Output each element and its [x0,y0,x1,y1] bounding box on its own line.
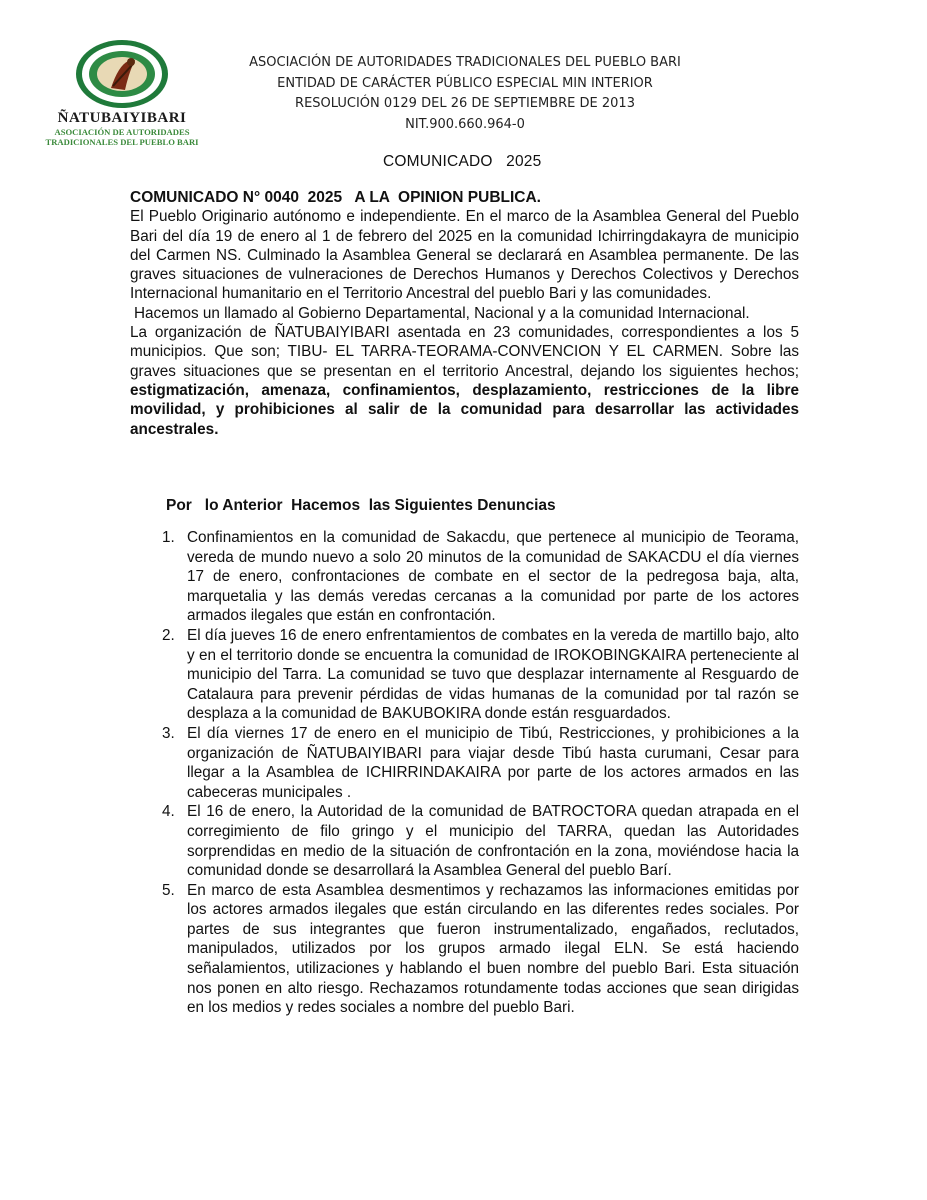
statement-heading: COMUNICADO N° 0040 2025 A LA OPINION PUBLICA. [130,189,541,206]
list-item-number: 3. [162,724,175,742]
denuncias-title: Por lo Anterior Hacemos las Siguientes Denuncias [166,497,556,514]
organization-logo [42,38,202,148]
logo-name: ÑATUBAIYIBARI [57,110,187,126]
statement-body [130,188,799,439]
list-item [130,528,799,626]
list-item [130,881,799,1018]
letterhead [225,53,705,135]
list-item-number: 5. [162,881,175,899]
list-item-text: El 16 de enero, la Autoridad de la comunidad de BATROCTORA quedan atrapada en el corregimiento de filo gringo y el municipio del TARRA, quedan las Autoridades sorprendidas en medio de la situación de confrontación en la zona, moviéndose hacia la comunidad donde se desarrollará la Asamblea General del pueblo Barí. [187,803,799,880]
comunicado-label: COMUNICADO 2025 [383,153,542,170]
list-item-number: 1. [162,529,175,546]
logo-subtitle: ASOCIACIÓN DE AUTORIDADES TRADICIONALES DEL PUEBLO BARI [45,127,199,147]
paragraph-3 [130,323,799,439]
paragraph-3-bold: estigmatización, amenaza, confinamientos, desplazamiento, restricciones de la libre movilidad, y prohibiciones al salir de la comunidad para desarrollar las actividades ancestrales. [130,381,799,438]
logo-emblem-icon [73,38,171,110]
list-item-number: 4. [162,803,175,821]
list-item [130,724,799,802]
list-item-text: El día viernes 17 de enero en el municipio de Tibú, Restricciones, y prohibiciones a la organización de ÑATUBAIYIBARI para viajar desde Tibú hasta curumani, Cesar para llegar a la Asamblea de ICHIRRINDAKAIRA por parte de los actores armados en las cabeceras municipales . [187,724,799,801]
letterhead-line-3: RESOLUCIÓN 0129 DEL 26 DE SEPTIEMBRE DE 2013 [295,96,635,111]
list-item-text: El día jueves 16 de enero enfrentamientos de combates en la vereda de martillo bajo, alto y en el territorio donde se encuentra la comunidad de IROKOBINGKAIRA perteneciente al municipio del Tarra. La comunidad se tuvo que desplazar internamente al Resguardo de Catalaura para prevenir pérdidas de vidas humanas de la comunidad por tal razón se desplaza a la comunidad de BAKUBOKIRA donde están resguardados. [187,626,799,723]
paragraph-3-text: La organización de ÑATUBAIYIBARI asentada en 23 comunidades, correspondientes a los 5 municipios. Que son; TIBU- EL TARRA-TEORAMA-CONVENCION Y EL CARMEN. Sobre las graves situaciones que se presentan en el territorio Ancestral, dejando los siguientes hechos; [130,324,799,380]
list-item-text: En marco de esta Asamblea desmentimos y rechazamos las informaciones emitidas por los actores armados ilegales que están circulando en las diferentes redes sociales. Por partes de sus integrantes que fueron instrumentalizado, engañados, reclutados, manipulados, utilizados por los grupos armado ilegal ELN. Se está haciendo señalamientos, utilizaciones y hablando el buen nombre del pueblo Bari. Esta situación nos ponen en alto riesgo. Rechazamos rotundamente todas acciones que sean dirigidas en los medios y redes sociales a nombre del pueblo Bari. [187,881,799,1017]
list-item-text: Confinamientos en la comunidad de Sakacdu, que pertenece al municipio de Teorama, vereda de mundo nuevo a solo 20 minutos de la comunidad de SAKACDU el día viernes 17 de enero, confrontaciones de combate en el sector de la pedregosa baja, alta, marquetalia y las demás veredas cercanas a la comunidad por parte de los actores armados ilegales que están en confrontación. [187,529,799,625]
letterhead-line-1: ASOCIACIÓN DE AUTORIDADES TRADICIONALES DEL PUEBLO BARI [249,55,681,70]
list-item-number: 2. [162,626,175,644]
list-item [130,802,799,880]
paragraph-1: El Pueblo Originario autónomo e independiente. En el marco de la Asamblea General del Pueblo Bari del día 19 de enero al 1 de febrero del 2025 en la comunidad Ichirringdakayra de municipio del Carmen NS. Culminado la Asamblea General se declarará en Asamblea permanente. De las graves situaciones de vulneraciones de Derechos Humanos y Derechos Colectivos y Derechos Internacional humanitario en el Territorio Ancestral del pueblo Bari y las comunidades. [130,208,799,303]
paragraph-2: Hacemos un llamado al Gobierno Departamental, Nacional y a la comunidad Internacional. [134,304,750,322]
denuncias-list [130,528,799,1018]
letterhead-line-4: NIT.900.660.964-0 [405,116,525,132]
letterhead-line-2: ENTIDAD DE CARÁCTER PÚBLICO ESPECIAL MIN INTERIOR [277,75,653,91]
list-item [130,626,799,724]
